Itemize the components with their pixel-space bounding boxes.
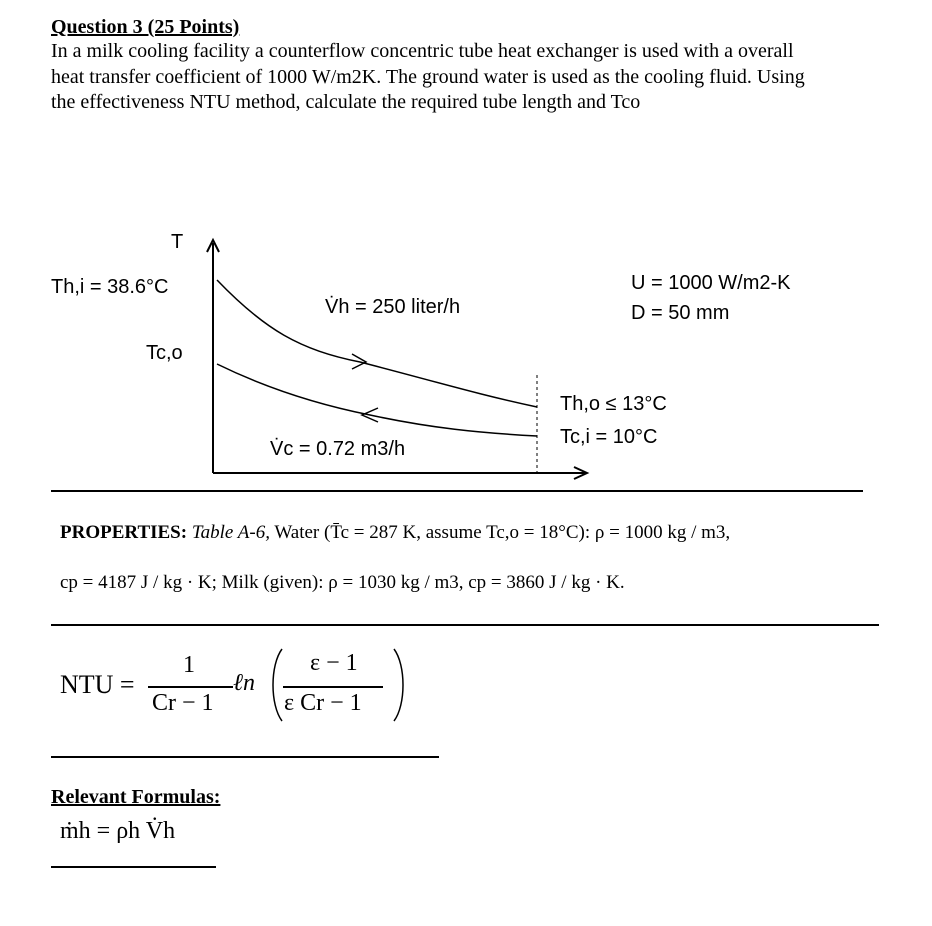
ntu-inner-numerator: ε − 1 bbox=[310, 650, 358, 676]
question-line-2: heat transfer coefficient of 1000 W/m2K. The ground water is used as the cooling fluid. Using bbox=[51, 66, 805, 88]
vh-label: V̇h = 250 liter/h bbox=[325, 296, 461, 318]
ntu-inner-denominator: ε Cr − 1 bbox=[284, 690, 362, 716]
axis-t-label: T bbox=[171, 231, 184, 253]
th-o-label: Th,o ≤ 13°C bbox=[560, 393, 667, 415]
table-ref: Table A-6, bbox=[191, 522, 270, 543]
properties-line-1 bbox=[60, 522, 730, 544]
th-i-label: Th,i = 38.6°C bbox=[51, 276, 169, 298]
ln-symbol: ℓn bbox=[233, 670, 255, 696]
vc-label: V̇c = 0.72 m3/h bbox=[270, 438, 406, 460]
ntu-lhs: NTU = bbox=[60, 670, 135, 699]
relevant-formulas-title: Relevant Formulas: bbox=[51, 786, 221, 808]
mass-flow-formula: ṁh = ρh V̇h bbox=[60, 818, 176, 844]
ntu-frac-bar bbox=[148, 686, 233, 688]
divider-3 bbox=[51, 756, 439, 758]
ntu-frac-numerator: 1 bbox=[183, 652, 195, 678]
water-properties: Water (T̄c = 287 K, assume Tc,o = 18°C): ρ = 1000 kg / m3, bbox=[274, 522, 731, 543]
divider-4 bbox=[51, 866, 216, 868]
question-title: Question 3 (25 Points) bbox=[51, 16, 240, 38]
question-line-3: the effectiveness NTU method, calculate the required tube length and Tco bbox=[51, 91, 641, 113]
properties-label: PROPERTIES: bbox=[60, 522, 188, 543]
ntu-frac-denominator: Cr − 1 bbox=[152, 690, 214, 716]
properties-line-2: cp = 4187 J / kg · K; Milk (given): ρ = 1030 kg / m3, cp = 3860 J / kg · K. bbox=[60, 572, 625, 593]
d-label: D = 50 mm bbox=[631, 302, 730, 324]
question-line-1: In a milk cooling facility a counterflow concentric tube heat exchanger is used with a overall bbox=[51, 40, 794, 62]
tc-o-label: Tc,o bbox=[146, 342, 183, 364]
tc-i-label: Tc,i = 10°C bbox=[560, 426, 658, 448]
divider-2 bbox=[51, 624, 879, 626]
ntu-inner-bar bbox=[283, 686, 383, 688]
cold-fluid-curve bbox=[217, 364, 537, 436]
divider-1 bbox=[51, 490, 863, 492]
u-label: U = 1000 W/m2-K bbox=[631, 272, 791, 294]
